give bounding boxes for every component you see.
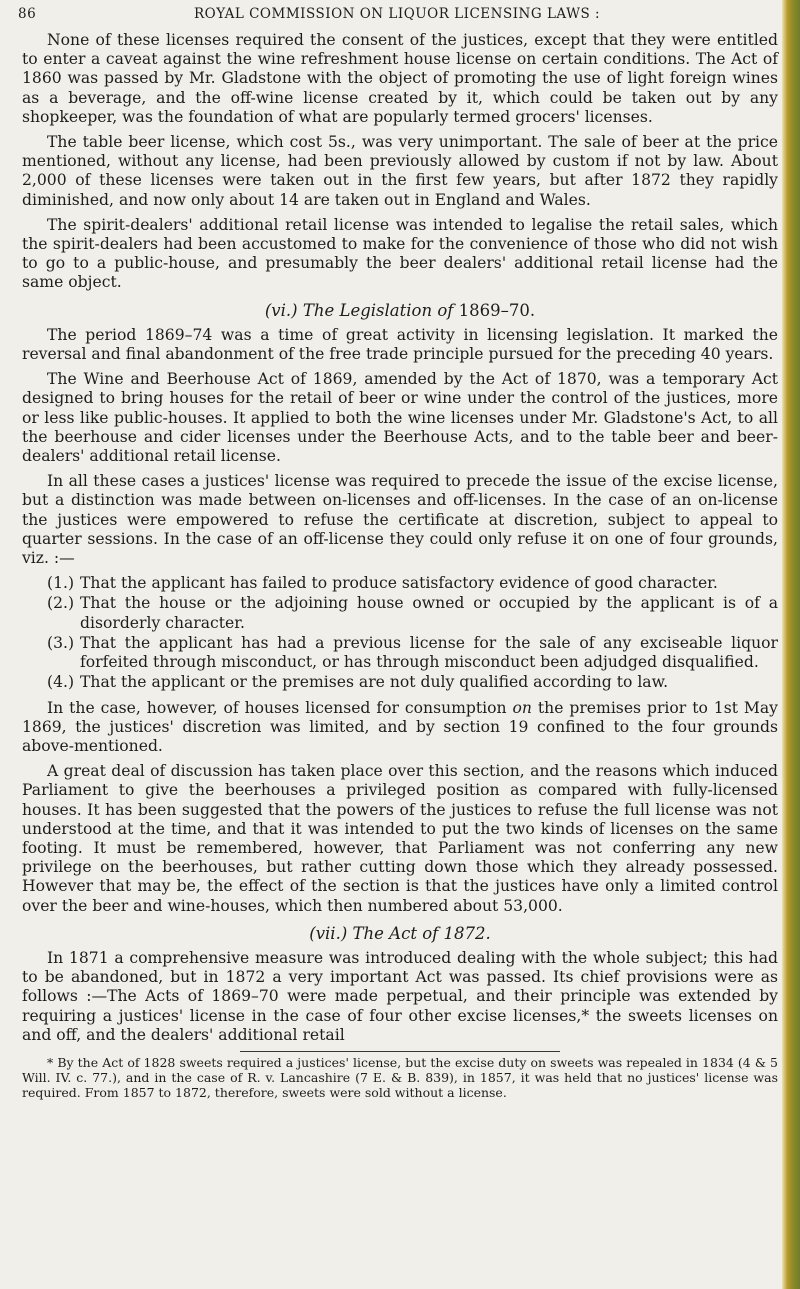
- page-number: 86: [18, 6, 37, 22]
- footnote: * By the Act of 1828 sweets required a justices' license, but the excise duty on sweets was repealed in 1834 (4 & 5 Will. IV. c. 77.), and in the case of R. v. Lancashire (7 E. & B. 839), in 1857, it was held that no justices' license was required. From 1857 to 1872, therefore, sweets were sold without a license.: [22, 1054, 778, 1100]
- paragraph: The Wine and Beerhouse Act of 1869, amended by the Act of 1870, was a temporary Act designed to bring houses for the retail of beer or wine under the control of the justices, more or less like public-houses. It applied to both the wine licenses under Mr. Gladstone's Act, to all the beerhouse and cider licenses under the Beerhouse Acts, and to the table beer and beer-dealers' additional retail license.: [22, 370, 778, 466]
- paragraph: The spirit-dealers' additional retail license was intended to legalise the retail sales, which the spirit-dealers had been accustomed to make for the convenience of those who did not wish to go to a public-house, and presumably the beer dealers' additional retail license had the same object.: [22, 215, 778, 292]
- section-heading-vi: [22, 301, 778, 320]
- paragraph: In 1871 a comprehensive measure was introduced dealing with the whole subject; this had to be abandoned, but in 1872 a very important Act was passed. Its chief provisions were as follows :—The Acts of 1869–70 were made perpetual, and their principle was extended by requiring a justices' license in the case of four other excise licenses,* the sweets licenses on and off, and the dealers' additional retail: [22, 948, 778, 1044]
- section-title: The Legislation of: [302, 300, 454, 320]
- page-body: [22, 31, 778, 1106]
- list-item: [22, 634, 778, 672]
- list-item-number: (3.): [47, 633, 75, 652]
- paragraph: A great deal of discussion has taken place over this section, and the reasons which induced Parliament to give the beerhouses a privileged position as compared with fully-licensed houses. It has been suggested that the powers of the justices to refuse the full license was not understood at the time, and that it was intended to put the two kinds of licenses on the same footing. It must be remembered, however, that Parliament was not conferring any new privilege on the beerhouses, but rather cutting down those which they already possessed. However that may be, the effect of the section is that the justices have only a limited control over the beer and wine-houses, which then numbered about 53,000.: [22, 762, 778, 915]
- emphasis-on: on: [512, 698, 532, 717]
- grounds-list: [22, 574, 778, 692]
- section-number: (vii.): [309, 923, 348, 943]
- list-item: [22, 574, 778, 593]
- page-edge-binding: [782, 0, 800, 1289]
- list-item-number: (1.): [47, 574, 75, 593]
- section-years: 1869–70.: [458, 300, 536, 320]
- paragraph: None of these licenses required the consent of the justices, except that they were entitled to enter a caveat against the wine refreshment house license on certain conditions. The Act of 1860 was passed by Mr. Gladstone with the object of promoting the use of light foreign wines as a beverage, and the off-wine license created by it, which could be taken out by any shopkeeper, was the foundation of what are popularly termed grocers' licenses.: [22, 31, 778, 126]
- section-heading-vii: [22, 924, 778, 943]
- list-item: [22, 594, 778, 632]
- list-item-text: That the applicant has failed to produce satisfactory evidence of good character.: [80, 574, 718, 593]
- paragraph: The period 1869–74 was a time of great activity in licensing legislation. It marked the reversal and final abandonment of the free trade principle pursued for the preceding 40 years.: [22, 325, 778, 364]
- list-item-number: (4.): [47, 673, 75, 692]
- section-number: (vi.): [264, 300, 298, 320]
- running-title: ROYAL COMMISSION ON LIQUOR LICENSING LAWS :: [194, 6, 601, 22]
- list-item-text: That the applicant or the premises are not duly qualified according to law.: [80, 673, 669, 692]
- paragraph: The table beer license, which cost 5s., was very unimportant. The sale of beer at the price mentioned, without any license, had been previously allowed by custom if not by law. About 2,000 of these licenses were taken out in the first few years, but after 1872 they rapidly diminished, and now only about 14 are taken out in England and Wales.: [22, 133, 778, 209]
- section-title: The Act of 1872.: [352, 923, 491, 943]
- paragraph: In all these cases a justices' license was required to precede the issue of the excise license, but a distinction was made between on-licenses and off-licenses. In the case of an on-license the justices were empowered to refuse the certificate at discretion, subject to appeal to quarter sessions. In the case of an off-license they could only refuse it on one of four grounds, viz. :—: [22, 472, 778, 568]
- list-item-number: (2.): [47, 594, 75, 613]
- text-run: In the case, however, of houses licensed for consumption: [47, 698, 513, 717]
- list-item-text: That the applicant has had a previous license for the sale of any exciseable liquor forfeited through misconduct, or has through misconduct been adjudged disqualified.: [80, 633, 778, 672]
- list-item-text: That the house or the adjoining house owned or occupied by the applicant is of a disorderly character.: [80, 594, 778, 632]
- text-run: the premises prior to 1st May 1869, the justices' discretion was limited, and by section 19 confined to the four grounds above-mentioned.: [22, 698, 778, 755]
- paragraph: [22, 699, 778, 757]
- footnote-divider: [240, 1051, 560, 1052]
- page-header: [18, 0, 778, 28]
- list-item: [22, 673, 778, 692]
